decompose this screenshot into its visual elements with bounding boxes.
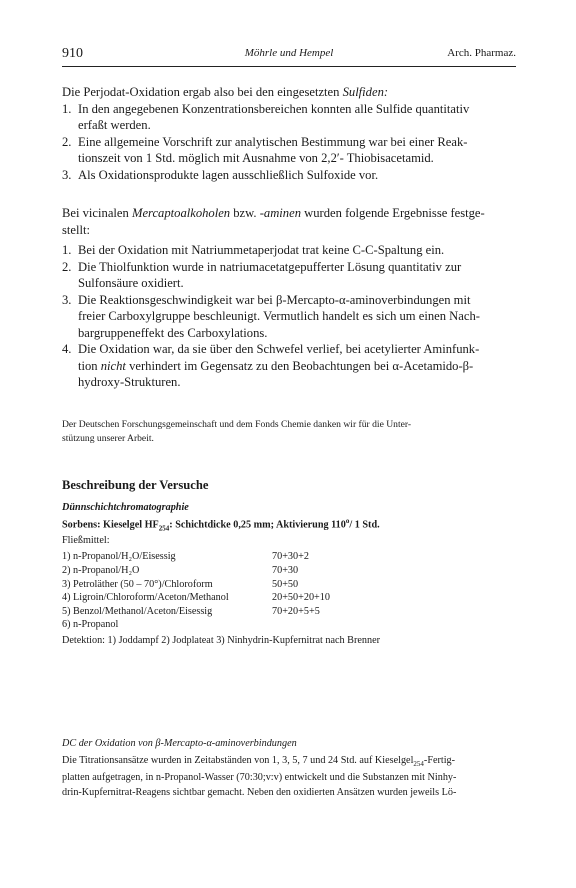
list-item: 3. Die Reaktionsgeschwindigkeit war bei β-Mercapto-α-aminoverbindungen mit freier Carboxylgruppe beschleunigt. Vermutlich handelt es sich um einen Nach- bargruppeneffekt des Carboxylations. <box>62 292 480 340</box>
fliessmittel-label: Fließmittel: <box>62 535 110 547</box>
mercapto-list <box>62 242 516 391</box>
list-item: 2. Die Thiolfunktion wurde in natriumacetatgepufferter Lösung quantitativ zur Sulfonsäure oxidiert. <box>62 259 462 290</box>
sorbens-line: Sorbens: Kieselgel $HF_{254}$: Schichtdicke 0,25 mm; Aktivierung 110$^o$/ 1 Std. <box>62 517 380 533</box>
detection-line: Detektion: 1) Joddampf 2) Jodplateat 3) Ninhydrin-Kupfernitrat nach Brenner <box>62 634 380 646</box>
dc-heading: DC der Oxidation von β-Mercapto-α-aminoverbindungen <box>62 738 297 749</box>
solvent-table <box>62 550 330 632</box>
list-item: 1. Bei der Oxidation mit Natriummetaperjodat trat keine C-C-Spaltung ein. <box>62 243 445 257</box>
journal-name: Arch. Pharmaz. <box>447 47 516 59</box>
table-row: 3) Petroläther (50 – 70°)/Chloroform 50+50 <box>62 578 299 590</box>
page-number: 910 <box>62 46 83 61</box>
table-row: 1) n-Propanol/H₂O/Eisessig 70+30+2 <box>62 551 309 563</box>
section-heading: Beschreibung der Versuche <box>62 478 209 492</box>
experimental-section <box>62 478 516 646</box>
mercapto-section <box>62 205 516 391</box>
sulfide-section <box>62 84 516 183</box>
running-header <box>62 46 516 66</box>
sulfide-intro: Die Perjodat-Oxidation ergab also bei den eingesetzten Sulfiden: <box>62 85 389 99</box>
acknowledgement: Der Deutschen Forschungsgemeinschaft und dem Fonds Chemie danken wir für die Unter- stützung unserer Arbeit. <box>62 419 412 444</box>
mercapto-intro: Bei vicinalen Mercaptoalkoholen bzw. -aminen wurden folgende Ergebnisse festge- stellt: <box>62 206 485 237</box>
list-item: 2. Eine allgemeine Vorschrift zur analytischen Bestimmung war bei einer Reak- tionszeit von 1 Std. möglich mit Ausnahme von 2,2′- Thiobisacetamid. <box>62 134 468 165</box>
table-row: 2) n-Propanol/H₂O 70+30 <box>62 565 299 577</box>
dc-paragraph: Die Titrationsansätze wurden in Zeitabständen von 1, 3, 5, 7 und 24 Std. auf Kieselgel$_{254}$-Fertig- platten aufgetragen, in n-Propanol-Wasser (70:30;v:v) entwickelt und die Substanzen mit Ninhy- drin-Kupfernitrat-Reagens sichtbar gemacht. Neben den oxidierten Ansätzen wurden jeweils Lö- <box>62 755 457 798</box>
list-item: 4. Die Oxidation war, da sie über den Schwefel verlief, bei acetylierter Aminfunk- tion nicht verhindert im Gegensatz zu den Beobachtungen bei α-Acetamido-β- hydroxy-Strukturen. <box>62 342 480 389</box>
list-item: 3. Als Oxidationsprodukte lagen ausschließlich Sulfoxide vor. <box>62 167 379 182</box>
dc-section <box>62 738 516 800</box>
table-row: 5) Benzol/Methanol/Aceton/Eisessig 70+20+5+5 <box>62 605 320 617</box>
list-item: 1. In den angegebenen Konzentrationsbereichen konnten alle Sulfide quantitativ erfaßt werden. <box>62 101 470 132</box>
subsection-heading: Dünnschichtchromatographie <box>62 502 189 513</box>
sulfide-list <box>62 101 516 184</box>
table-row: 6) n-Propanol <box>62 619 119 631</box>
running-title: Möhrle und Hempel <box>244 47 334 59</box>
header-rule <box>62 66 516 67</box>
table-row: 4) Ligroin/Chloroform/Aceton/Methanol 20+50+20+10 <box>62 592 330 604</box>
